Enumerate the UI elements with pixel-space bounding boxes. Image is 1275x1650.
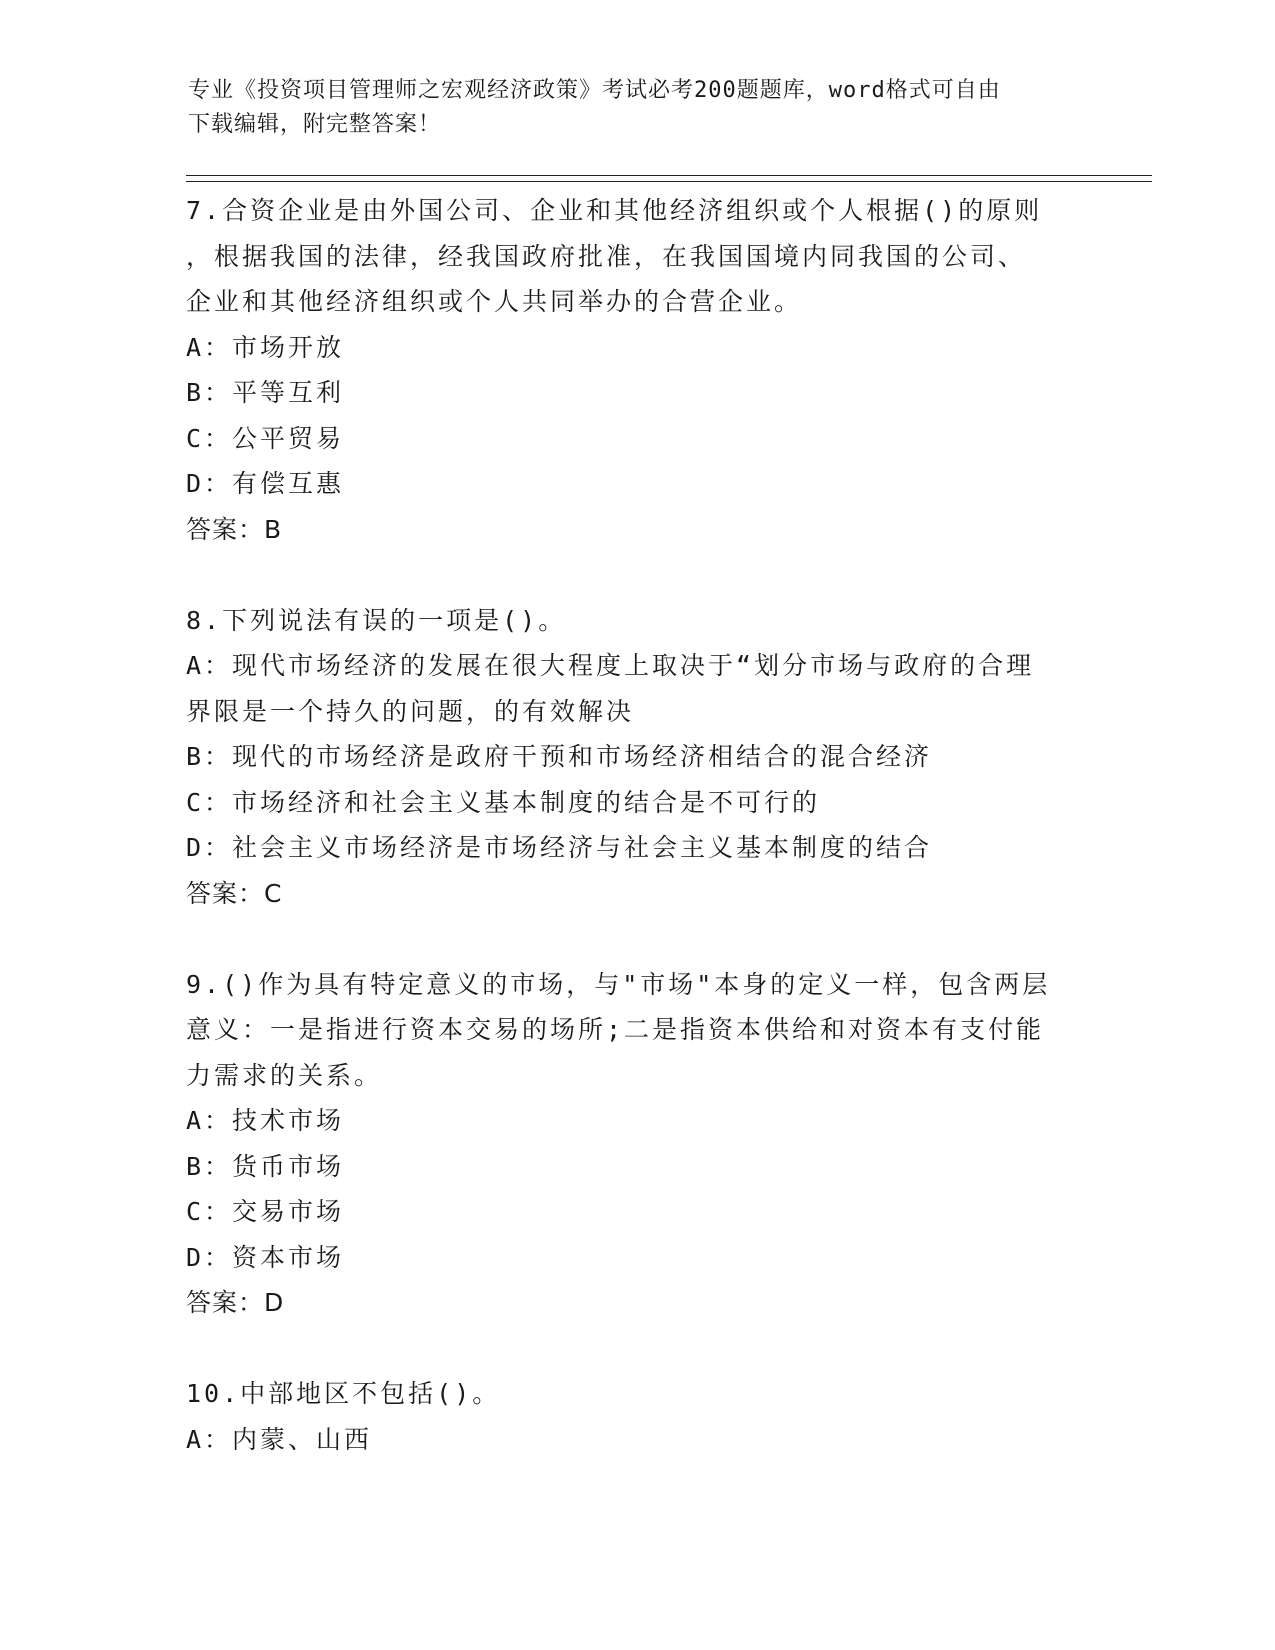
option-b: B：现代的市场经济是政府干预和市场经济相结合的混合经济 <box>186 742 933 771</box>
option-c: C：公平贸易 <box>186 423 345 453</box>
question-10 <box>186 1371 1086 1462</box>
option-c: C：交易市场 <box>186 1197 345 1226</box>
option-d: D：有偿互惠 <box>186 469 345 498</box>
option-a: A：市场开放 <box>186 332 345 362</box>
option-a: A：技术市场 <box>186 1106 345 1135</box>
question-stem-line: 8.下列说法有误的一项是()。 <box>186 605 567 635</box>
option-a: A：内蒙、山西 <box>186 1424 373 1454</box>
option-b: B：货币市场 <box>186 1151 345 1181</box>
question-stem-line: 7.合资企业是由外国公司、企业和其他经济组织或个人根据()的原则 <box>186 196 1043 225</box>
question-stem-line: 力需求的关系。 <box>186 1060 383 1090</box>
option-c: C：市场经济和社会主义基本制度的结合是不可行的 <box>186 787 821 817</box>
question-list <box>186 188 1086 1462</box>
answer-label: 答案：B <box>186 514 283 544</box>
option-d: D：资本市场 <box>186 1242 345 1272</box>
header-divider-top <box>186 175 1152 176</box>
header-line-2: 下载编辑，附完整答案！ <box>188 112 442 137</box>
answer-label: 答案：C <box>186 878 283 908</box>
question-stem-line: 9.()作为具有特定意义的市场，与"市场"本身的定义一样，包含两层 <box>186 969 1051 999</box>
option-d: D：社会主义市场经济是市场经济与社会主义基本制度的结合 <box>186 833 933 862</box>
question-gap <box>186 916 1086 962</box>
question-stem-line: 企业和其他经济组织或个人共同举办的合营企业。 <box>186 287 803 316</box>
question-stem-line: 意义：一是指进行资本交易的场所;二是指资本供给和对资本有支付能 <box>186 1015 1045 1044</box>
question-9 <box>186 962 1086 1326</box>
answer-label: 答案：D <box>186 1288 285 1317</box>
header-divider-bottom <box>186 181 1152 182</box>
header-line-1: 专业《投资项目管理师之宏观经济政策》考试必考200题题库，word格式可自由 <box>188 78 1001 103</box>
document-header <box>188 74 1068 142</box>
option-a-continued: 界限是一个持久的问题，的有效解决 <box>186 696 635 726</box>
question-gap <box>186 552 1086 598</box>
question-stem-line: 10.中部地区不包括()。 <box>186 1379 501 1408</box>
option-b: B：平等互利 <box>186 378 345 407</box>
question-gap <box>186 1326 1086 1372</box>
option-a: A：现代市场经济的发展在很大程度上取决于“划分市场与政府的合理 <box>186 651 1035 680</box>
question-8 <box>186 598 1086 917</box>
question-stem-line: ，根据我国的法律，经我国政府批准，在我国国境内同我国的公司、 <box>186 241 1027 271</box>
question-7 <box>186 188 1086 552</box>
